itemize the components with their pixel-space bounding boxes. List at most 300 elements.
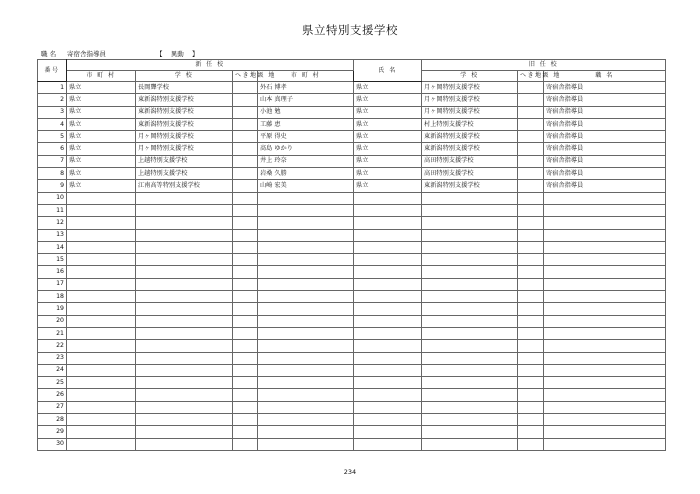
row-number: 13 [38,229,67,241]
table-row [38,192,666,204]
new-remote-cell [233,414,258,426]
old-school-cell [422,241,518,253]
row-number: 30 [38,438,67,450]
old-remote-cell [518,414,544,426]
new-remote-cell [233,291,258,303]
name-cell [258,327,354,339]
new-city-cell [67,414,136,426]
old-city-cell [354,414,422,426]
row-number: 2 [38,94,67,106]
new-remote-cell [233,352,258,364]
old-school-cell [422,340,518,352]
position-cell [544,192,666,204]
new-city-cell: 県立 [67,131,136,143]
old-remote-cell [518,155,544,167]
position-cell [544,327,666,339]
new-city-cell: 県立 [67,106,136,118]
old-school-cell [422,266,518,278]
name-cell [258,426,354,438]
new-remote-cell [233,118,258,130]
new-school-cell [136,340,233,352]
row-number: 23 [38,352,67,364]
old-remote-cell [518,377,544,389]
row-number: 19 [38,303,67,315]
old-school-cell [422,229,518,241]
old-school-cell [422,315,518,327]
row-number: 20 [38,315,67,327]
row-number: 22 [38,340,67,352]
new-remote-cell [233,438,258,450]
old-remote-cell [518,426,544,438]
new-city-cell [67,364,136,376]
old-remote-cell [518,180,544,192]
new-remote-cell [233,229,258,241]
new-city-cell: 県立 [67,82,136,94]
old-city-cell [354,401,422,413]
position-cell [544,303,666,315]
new-remote-cell [233,426,258,438]
old-school-cell: 村上特別支援学校 [422,118,518,130]
old-city-cell [354,217,422,229]
new-city-cell [67,217,136,229]
row-number: 11 [38,204,67,216]
new-school-cell [136,315,233,327]
row-number: 28 [38,414,67,426]
row-number: 26 [38,389,67,401]
new-remote-cell [233,364,258,376]
old-city-cell: 県立 [354,131,422,143]
header-name: 氏 名 [354,60,422,82]
name-cell [258,278,354,290]
new-school-cell [136,278,233,290]
old-city-cell: 県立 [354,94,422,106]
name-cell [258,364,354,376]
header-new-school-name: 学 校 [136,71,233,82]
name-cell [258,377,354,389]
new-school-cell [136,291,233,303]
row-number: 10 [38,192,67,204]
old-school-cell [422,291,518,303]
name-cell: 小池 勉 [258,106,354,118]
new-remote-cell [233,241,258,253]
old-city-cell [354,278,422,290]
new-city-cell [67,266,136,278]
name-cell [258,438,354,450]
new-city-cell [67,254,136,266]
row-number: 24 [38,364,67,376]
row-number: 6 [38,143,67,155]
new-city-cell: 県立 [67,155,136,167]
old-school-cell [422,327,518,339]
name-cell [258,192,354,204]
new-remote-cell [233,389,258,401]
table-row [38,254,666,266]
new-school-cell [136,192,233,204]
name-cell [258,414,354,426]
old-remote-cell [518,229,544,241]
table-row [38,241,666,253]
position-cell [544,291,666,303]
old-city-cell: 県立 [354,155,422,167]
row-number: 8 [38,168,67,180]
table-row [38,315,666,327]
old-remote-cell [518,303,544,315]
old-remote-cell [518,106,544,118]
header-old-school: 旧 任 校 [422,60,666,71]
new-city-cell [67,401,136,413]
document-title: 県立特別支援学校 [302,23,398,37]
row-number: 25 [38,377,67,389]
table-row [38,106,666,118]
old-city-cell [354,315,422,327]
new-city-cell: 県立 [67,168,136,180]
table-row [38,229,666,241]
position-cell [544,229,666,241]
new-remote-cell [233,204,258,216]
old-city-cell [354,352,422,364]
header-new-city: 市 町 村 [67,71,136,82]
row-number: 27 [38,401,67,413]
table-row [38,94,666,106]
new-city-cell: 県立 [67,180,136,192]
old-remote-cell [518,168,544,180]
row-number: 17 [38,278,67,290]
old-city-cell [354,438,422,450]
table-row [38,327,666,339]
name-cell: 髙島 ゆかり [258,143,354,155]
new-school-cell: 月ヶ岡特別支援学校 [136,143,233,155]
position-cell [544,204,666,216]
table-row [38,143,666,155]
old-city-cell: 県立 [354,143,422,155]
old-remote-cell [518,364,544,376]
old-city-cell [354,340,422,352]
page-number: 234 [343,468,357,476]
old-remote-cell [518,131,544,143]
position-label: 職 名 [41,50,57,58]
position-cell: 寄宿舎指導員 [544,118,666,130]
old-school-cell [422,204,518,216]
new-school-cell [136,377,233,389]
name-cell [258,254,354,266]
old-school-cell: 高田特別支援学校 [422,155,518,167]
position-cell: 寄宿舎指導員 [544,131,666,143]
name-cell [258,241,354,253]
old-school-cell: 東新潟特別支援学校 [422,180,518,192]
table-row [38,340,666,352]
old-city-cell [354,241,422,253]
old-school-cell [422,414,518,426]
old-city-cell [354,303,422,315]
new-city-cell [67,377,136,389]
position-cell [544,377,666,389]
old-school-cell: 高田特別支援学校 [422,168,518,180]
row-number: 12 [38,217,67,229]
new-remote-cell [233,315,258,327]
new-city-cell [67,291,136,303]
table-row [38,118,666,130]
new-city-cell [67,204,136,216]
old-remote-cell [518,291,544,303]
table-row [38,438,666,450]
new-school-cell: 東新潟特別支援学校 [136,94,233,106]
row-number: 18 [38,291,67,303]
new-remote-cell [233,131,258,143]
new-school-cell: 東新潟特別支援学校 [136,118,233,130]
new-school-cell [136,426,233,438]
transfer-type-label: 【 異動 】 [156,50,199,58]
position-cell [544,278,666,290]
new-remote-cell [233,192,258,204]
name-cell [258,340,354,352]
new-city-cell [67,229,136,241]
new-city-cell: 県立 [67,118,136,130]
new-school-cell [136,241,233,253]
new-school-cell [136,204,233,216]
row-number: 21 [38,327,67,339]
header-position: 職 名 [544,71,666,82]
old-school-cell: 月ヶ岡特別支援学校 [422,82,518,94]
new-school-cell [136,364,233,376]
old-city-cell [354,377,422,389]
old-city-cell [354,291,422,303]
position-cell [544,352,666,364]
old-city-cell: 県立 [354,82,422,94]
new-remote-cell [233,401,258,413]
name-cell [258,266,354,278]
new-remote-cell [233,327,258,339]
new-city-cell: 県立 [67,143,136,155]
name-cell [258,303,354,315]
new-school-cell: 上越特別支援学校 [136,155,233,167]
new-remote-cell [233,180,258,192]
old-city-cell [354,204,422,216]
name-cell: 岩桑 久勝 [258,168,354,180]
old-school-cell: 月ヶ岡特別支援学校 [422,94,518,106]
old-school-cell [422,389,518,401]
name-cell: 山崎 宏美 [258,180,354,192]
row-number: 1 [38,82,67,94]
old-school-cell [422,217,518,229]
new-city-cell [67,352,136,364]
old-school-cell [422,401,518,413]
old-city-cell: 県立 [354,168,422,180]
table-row [38,82,666,94]
position-cell: 寄宿舎指導員 [544,106,666,118]
table-row [38,389,666,401]
name-cell: 井上 玲奈 [258,155,354,167]
new-school-cell: 月ヶ岡特別支援学校 [136,131,233,143]
new-school-cell: 上越特別支援学校 [136,168,233,180]
position-cell [544,217,666,229]
new-remote-cell [233,217,258,229]
new-school-cell [136,217,233,229]
position-cell: 寄宿舎指導員 [544,168,666,180]
new-school-cell [136,266,233,278]
old-remote-cell [518,438,544,450]
name-cell: 外石 博孝 [258,82,354,94]
old-remote-cell [518,401,544,413]
new-remote-cell [233,82,258,94]
position-cell [544,389,666,401]
header-new-school: 新 任 校 [67,60,354,71]
position-cell [544,254,666,266]
old-school-cell: 東新潟特別支援学校 [422,131,518,143]
old-school-cell [422,254,518,266]
name-cell [258,352,354,364]
position-cell [544,364,666,376]
table-row [38,352,666,364]
old-city-cell: 県立 [354,106,422,118]
position-cell [544,340,666,352]
old-remote-cell [518,118,544,130]
old-city-cell [354,389,422,401]
new-school-cell [136,389,233,401]
new-remote-cell [233,94,258,106]
table-row [38,168,666,180]
table-row [38,303,666,315]
new-city-cell [67,241,136,253]
old-school-cell: 月ヶ岡特別支援学校 [422,106,518,118]
old-city-cell: 県立 [354,118,422,130]
old-city-cell [354,254,422,266]
new-city-cell [67,315,136,327]
header-number: 番号 [38,60,67,82]
name-cell: 山本 真理子 [258,94,354,106]
name-cell [258,389,354,401]
old-school-cell [422,377,518,389]
table-row [38,377,666,389]
header-new-remote: へき地級 地 [233,71,258,82]
name-cell [258,401,354,413]
new-remote-cell [233,106,258,118]
old-school-cell: 東新潟特別支援学校 [422,143,518,155]
old-remote-cell [518,315,544,327]
table-row [38,131,666,143]
table-row [38,414,666,426]
row-number: 4 [38,118,67,130]
row-number: 3 [38,106,67,118]
table-row [38,180,666,192]
new-remote-cell [233,143,258,155]
new-remote-cell [233,266,258,278]
new-city-cell [67,340,136,352]
old-city-cell: 県立 [354,180,422,192]
position-cell: 寄宿舎指導員 [544,155,666,167]
new-remote-cell [233,340,258,352]
position-cell [544,401,666,413]
header-old-city: 市 町 村 [258,71,354,82]
new-school-cell [136,352,233,364]
old-school-cell [422,426,518,438]
position-cell: 寄宿舎指導員 [544,180,666,192]
row-number: 16 [38,266,67,278]
new-school-cell: 東新潟特別支援学校 [136,106,233,118]
old-remote-cell [518,278,544,290]
new-school-cell [136,229,233,241]
row-number: 29 [38,426,67,438]
transfer-table [37,59,666,451]
old-remote-cell [518,204,544,216]
new-school-cell [136,438,233,450]
new-remote-cell [233,303,258,315]
table-row [38,278,666,290]
new-city-cell [67,438,136,450]
new-city-cell [67,426,136,438]
old-school-cell [422,352,518,364]
position-cell: 寄宿舎指導員 [544,82,666,94]
table-row [38,217,666,229]
old-remote-cell [518,352,544,364]
position-cell [544,315,666,327]
row-number: 15 [38,254,67,266]
table-row [38,401,666,413]
table-row [38,426,666,438]
old-remote-cell [518,340,544,352]
old-remote-cell [518,192,544,204]
name-cell [258,229,354,241]
position-cell [544,414,666,426]
position-cell [544,241,666,253]
old-remote-cell [518,266,544,278]
row-number: 9 [38,180,67,192]
new-city-cell [67,192,136,204]
new-city-cell: 県立 [67,94,136,106]
header-old-remote: へき地級 地 [518,71,544,82]
new-school-cell: 長岡聾学校 [136,82,233,94]
header-old-school-name: 学 校 [422,71,518,82]
new-school-cell [136,327,233,339]
old-remote-cell [518,82,544,94]
old-city-cell [354,229,422,241]
new-remote-cell [233,278,258,290]
table-row [38,155,666,167]
new-school-cell [136,414,233,426]
new-remote-cell [233,155,258,167]
new-remote-cell [233,168,258,180]
position-cell: 寄宿舎指導員 [544,143,666,155]
name-cell: 平原 得史 [258,131,354,143]
row-number: 14 [38,241,67,253]
old-school-cell [422,278,518,290]
old-school-cell [422,438,518,450]
row-number: 7 [38,155,67,167]
position-cell [544,266,666,278]
old-city-cell [354,327,422,339]
new-school-cell [136,401,233,413]
position-cell: 寄宿舎指導員 [544,94,666,106]
new-city-cell [67,303,136,315]
new-remote-cell [233,254,258,266]
table-row [38,291,666,303]
name-cell: 工藤 恵 [258,118,354,130]
old-remote-cell [518,217,544,229]
old-school-cell [422,192,518,204]
new-remote-cell [233,377,258,389]
new-school-cell [136,254,233,266]
old-school-cell [422,364,518,376]
new-school-cell [136,303,233,315]
position-cell [544,426,666,438]
name-cell [258,291,354,303]
table-row [38,266,666,278]
name-cell [258,217,354,229]
new-city-cell [67,389,136,401]
position-value: 寄宿舎指導員 [67,50,106,58]
table-row [38,204,666,216]
old-city-cell [354,192,422,204]
position-cell [544,438,666,450]
